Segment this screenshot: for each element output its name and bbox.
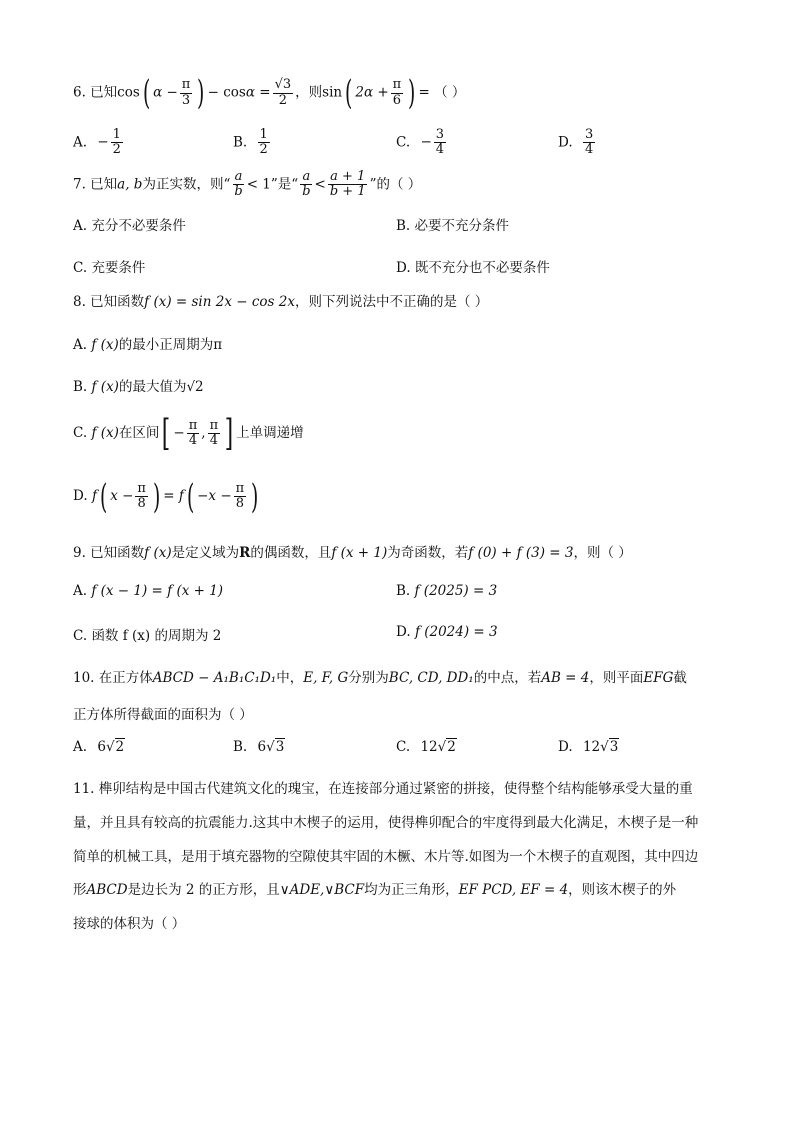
opt-text: f (x − 1) = f (x + 1) xyxy=(91,583,224,599)
minus: − xyxy=(173,425,185,441)
den: 4 xyxy=(584,142,594,158)
opt-text: 的最大值为 xyxy=(118,379,187,395)
den: 2 xyxy=(278,92,287,108)
q10-text: 10. 在正方体 xyxy=(73,670,153,686)
q11-text: 均为正三角形， xyxy=(364,882,459,898)
coef: 12 xyxy=(582,739,601,755)
q9-text: 是定义域为 xyxy=(171,545,240,561)
q6-text: 6. 已知cos xyxy=(73,84,140,101)
q10-efg: EFG xyxy=(643,670,674,686)
den: b xyxy=(234,184,243,200)
den: 4 xyxy=(435,142,445,158)
opt-label: D. xyxy=(558,134,573,151)
q9-option-a[interactable] xyxy=(73,583,223,599)
opt-label: D. xyxy=(558,739,573,755)
num: π xyxy=(392,77,402,93)
opt-label: A. xyxy=(73,134,88,151)
paren-close: ) xyxy=(251,476,259,517)
q7-lt1: < 1 xyxy=(246,176,271,193)
opt-sign: − xyxy=(420,134,432,151)
q8-text: ，则下列说法中不正确的是（ ） xyxy=(294,294,489,310)
frac-pi4 xyxy=(187,419,200,449)
opt-label: B. xyxy=(73,379,88,395)
opt-label: C. xyxy=(396,134,411,151)
q7-option-a[interactable] xyxy=(73,214,186,234)
q11-line1 xyxy=(73,777,693,797)
paren-close: ) xyxy=(408,73,416,113)
bracket-open: [ xyxy=(162,412,171,454)
coef: 6 xyxy=(257,739,267,755)
q11-line2 xyxy=(73,811,698,831)
paren-open: ( xyxy=(345,73,353,113)
q8-text: 8. 已知函数 xyxy=(73,294,145,310)
paren-close: ) xyxy=(197,73,205,113)
q9-option-d[interactable] xyxy=(396,624,498,640)
num: 1 xyxy=(112,127,121,142)
num: √3 xyxy=(274,77,292,93)
opt-frac xyxy=(434,128,446,158)
q11-text: ，则该木楔子的外 xyxy=(568,882,677,898)
radicand: 2 xyxy=(115,739,125,755)
q10-option-c[interactable]: C. 12√2 xyxy=(396,739,456,755)
q6-option-b[interactable] xyxy=(233,128,272,158)
opt-label: A. xyxy=(73,583,88,599)
opt-label: D. xyxy=(396,260,411,276)
q9-func: f (x + 1) xyxy=(331,545,388,561)
q8-stem xyxy=(73,290,488,310)
radicand: 3 xyxy=(275,739,285,755)
q9-func: f (x) xyxy=(144,545,172,561)
bracket-close: ] xyxy=(224,412,234,454)
q9-stem xyxy=(73,541,632,561)
q6-frac-pi3 xyxy=(180,78,193,108)
q6-minuscos: − cos xyxy=(207,84,246,101)
q8-option-a[interactable] xyxy=(73,333,222,353)
q11-text: 11. 榫卯结构是中国古代建筑文化的瑰宝，在连接部分通过紧密的拼接，使得整个结构能够承受大量的重 xyxy=(73,781,693,797)
q10-option-d[interactable]: D. 12√3 xyxy=(558,739,619,755)
q8-func: f (x) = sin 2x − cos 2x xyxy=(144,294,295,310)
coef: 12 xyxy=(420,739,438,755)
q11-line4 xyxy=(73,878,676,898)
q7-frac3 xyxy=(328,170,368,200)
arg: −x − xyxy=(197,488,232,504)
den: b xyxy=(302,184,311,200)
opt-func: f (x) xyxy=(91,425,119,441)
eq: = f xyxy=(163,488,184,504)
q11-line3 xyxy=(73,845,698,865)
opt-value: √2 xyxy=(186,379,204,395)
opt-func: f (x) xyxy=(91,337,119,353)
q6-option-d[interactable] xyxy=(558,128,597,158)
opt-text: 充分不必要条件 xyxy=(91,218,186,234)
opt-text: 在区间 xyxy=(118,425,160,441)
q7-vars: a, b xyxy=(117,176,143,193)
opt-text: 必要不充分条件 xyxy=(414,218,510,234)
q11-abcd: ABCD xyxy=(86,882,128,898)
comma: , xyxy=(201,425,206,441)
q10-edges: BC, CD, DD₁ xyxy=(388,670,474,686)
radicand: 2 xyxy=(447,739,456,755)
q9-text: 9. 已知函数 xyxy=(73,545,145,561)
paren-close: ) xyxy=(152,476,161,517)
q11-ef: EF PCD, EF = 4 xyxy=(458,882,569,898)
q10-cube: ABCD − A₁B₁C₁D₁ xyxy=(152,670,277,686)
arg: x − xyxy=(110,488,134,504)
paren-open: ( xyxy=(99,476,108,517)
opt-text: 上单调递增 xyxy=(236,425,304,441)
opt-func: f xyxy=(91,488,97,504)
q11-text: 形 xyxy=(73,882,87,898)
q8-option-d[interactable] xyxy=(73,476,261,517)
q6-eq: = xyxy=(259,84,271,101)
num: a xyxy=(302,169,311,184)
q10-option-a[interactable]: A. 6√2 xyxy=(73,739,125,755)
q9-option-c[interactable] xyxy=(73,624,221,644)
opt-label: C. xyxy=(396,739,411,755)
num: π xyxy=(209,417,219,433)
q6-alpha: α xyxy=(245,84,255,101)
q11-text: 量，并且具有较高的抗震能力.这其中木楔子的运用，使得榫卯配合的牢度得到最大化满足，木楔子是一种 xyxy=(73,815,699,831)
num: π xyxy=(188,417,198,433)
paren-open: ( xyxy=(142,73,151,113)
opt-sign: − xyxy=(97,134,109,151)
q7-text: 为正实数，则“ xyxy=(142,176,231,193)
q7-text: 7. 已知 xyxy=(73,176,118,193)
q10-pts: E, F, G xyxy=(303,670,349,686)
opt-label: C. xyxy=(73,260,88,276)
q7-option-d[interactable] xyxy=(396,256,550,276)
num: a xyxy=(234,169,243,184)
q7-stem xyxy=(73,170,421,200)
q9-text: 的偶函数，且 xyxy=(250,545,332,561)
q7-option-b[interactable] xyxy=(396,214,509,234)
opt-label: B. xyxy=(396,218,411,234)
opt-text: f (2024) = 3 xyxy=(414,624,498,640)
opt-frac xyxy=(111,128,123,158)
q7-text: ”是“ xyxy=(270,176,299,193)
q6-frac-pi6 xyxy=(391,78,404,108)
opt-text: f (2025) = 3 xyxy=(414,583,498,599)
num: π xyxy=(137,480,146,496)
q11-line5 xyxy=(73,912,185,932)
q9-text: ，则（ ） xyxy=(573,545,632,561)
q10-text: 中， xyxy=(276,670,304,686)
opt-func: f (x) xyxy=(91,379,119,395)
q10-text: 正方体所得截面的面积为（ ） xyxy=(73,707,253,723)
opt-label: B. xyxy=(233,134,248,151)
num: a + 1 xyxy=(330,169,366,184)
q7-frac2 xyxy=(300,170,312,200)
num: π xyxy=(235,480,245,496)
frac-pi4 xyxy=(208,419,221,449)
q11-text: 是边长为 2 的正方形，且 xyxy=(127,882,280,898)
den: 4 xyxy=(209,433,218,448)
q10-text: 的中点，若 xyxy=(473,670,542,686)
den: 2 xyxy=(259,142,268,158)
q9-option-b[interactable] xyxy=(396,583,497,599)
q6-arg1: α − xyxy=(153,84,178,101)
q10-text: 截 xyxy=(673,670,687,686)
q6-then: ，则sin xyxy=(295,84,343,101)
q8-option-c[interactable] xyxy=(73,412,304,454)
opt-label: C. xyxy=(73,628,88,644)
opt-label: C. xyxy=(73,425,88,441)
q10-ab: AB = 4 xyxy=(541,670,590,686)
den: 2 xyxy=(112,142,121,158)
frac-pi8 xyxy=(135,482,148,512)
opt-frac xyxy=(258,128,270,158)
q6-frac-sqrt3 xyxy=(273,78,294,108)
opt-label: A. xyxy=(73,739,88,755)
opt-frac xyxy=(583,128,595,158)
den: 8 xyxy=(235,496,245,511)
den: 6 xyxy=(392,92,402,108)
frac-pi8 xyxy=(234,482,247,512)
num: 3 xyxy=(584,127,594,142)
q9-cond: f (0) + f (3) = 3 xyxy=(468,545,574,561)
paren-open: ( xyxy=(186,476,195,517)
num: 3 xyxy=(435,127,445,142)
q7-frac1 xyxy=(232,170,244,200)
opt-label: B. xyxy=(233,739,248,755)
radicand: 3 xyxy=(609,739,619,755)
q6-stem xyxy=(73,73,466,113)
q6-arg2: 2α + xyxy=(355,84,389,101)
opt-text: 函数 f (x) 的周期为 2 xyxy=(91,628,222,644)
q11-text: 简单的机械工具，是用于填充器物的空隙使其牢固的木橛、木片等.如图为一个木楔子的直观图，其中四边 xyxy=(73,849,699,865)
opt-label: D. xyxy=(73,488,88,504)
q10-option-b[interactable]: B. 6√3 xyxy=(233,739,285,755)
q10-stem-line2 xyxy=(73,703,253,723)
q7-text: ”的（ ） xyxy=(369,176,422,193)
opt-text: 既不充分也不必要条件 xyxy=(414,260,550,276)
den: 3 xyxy=(181,92,191,108)
q9-text: 为奇函数，若 xyxy=(387,545,469,561)
coef: 6 xyxy=(97,739,106,755)
q11-text: 接球的体积为（ ） xyxy=(73,916,186,932)
den: 8 xyxy=(137,496,146,511)
q7-option-c[interactable] xyxy=(73,256,145,276)
opt-text: 充要条件 xyxy=(91,260,146,276)
q10-text: ，则平面 xyxy=(589,670,644,686)
q9-R: R xyxy=(239,545,251,561)
opt-label: A. xyxy=(73,218,88,234)
opt-text: 的最小正周期为π xyxy=(118,337,223,353)
den: b + 1 xyxy=(329,184,366,200)
opt-label: A. xyxy=(73,337,88,353)
q6-option-a[interactable] xyxy=(73,128,125,158)
den: 4 xyxy=(188,433,198,448)
opt-label: D. xyxy=(396,624,411,640)
q11-tri: ∨ADE,∨BCF xyxy=(279,882,365,898)
q10-stem-line1 xyxy=(73,666,687,686)
num: π xyxy=(181,77,191,93)
opt-label: B. xyxy=(396,583,411,599)
q10-text: 分别为 xyxy=(348,670,389,686)
q8-option-b[interactable] xyxy=(73,375,204,395)
q7-lt: < xyxy=(314,176,326,193)
q6-option-c[interactable] xyxy=(396,128,448,158)
num: 1 xyxy=(259,127,268,142)
q6-tail: = （ ） xyxy=(418,84,466,101)
